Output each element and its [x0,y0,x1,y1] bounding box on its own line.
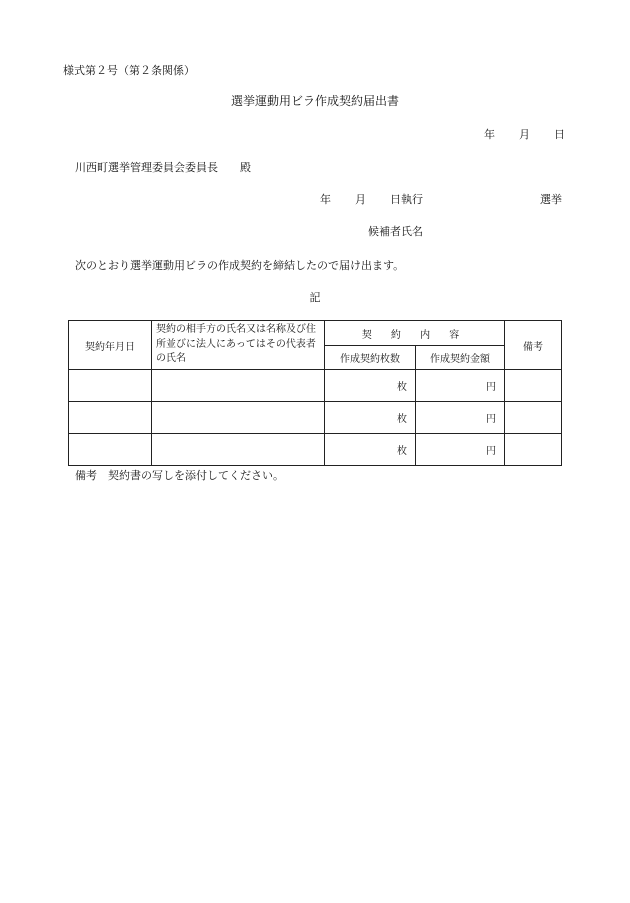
cell-remarks [505,370,562,402]
addressee-honorific: 殿 [240,161,251,174]
cell-partner [152,434,325,466]
cell-partner [152,402,325,434]
cell-contract-date [69,434,152,466]
election-label: 選挙 [540,193,562,206]
election-month-label: 月 [355,193,366,206]
cell-amount: 円 [416,402,505,434]
table-row [69,434,562,466]
contract-table [68,320,562,466]
remarks-note: 備考 契約書の写しを添付してください。 [75,469,284,482]
date-year-label: 年 [484,128,495,141]
body-text: 次のとおり選挙運動用ビラの作成契約を締結したので届け出ます。 [75,259,405,272]
cell-count: 枚 [325,402,416,434]
date-day-label: 日 [554,128,565,141]
cell-remarks [505,434,562,466]
header-partner: 契約の相手方の氏名又は名称及び住所並びに法人にあってはその代表者の氏名 [152,321,325,370]
header-contract-date: 契約年月日 [69,321,152,370]
cell-contract-date [69,370,152,402]
cell-count: 枚 [325,370,416,402]
cell-remarks [505,402,562,434]
candidate-name-label: 候補者氏名 [368,225,423,238]
header-contract-content [325,321,505,346]
election-line [320,193,568,206]
header-count: 作成契約枚数 [325,346,416,370]
form-number: 様式第２号（第２条関係） [63,64,195,77]
election-day-exec-label: 日執行 [390,193,423,206]
header-contract-content-text: 契 約 内 容 [361,329,468,341]
addressee-line [75,161,251,174]
submission-date-line [484,128,565,141]
ki-heading: 記 [309,291,321,304]
table-row [69,402,562,434]
header-amount: 作成契約金額 [416,346,505,370]
election-year-label: 年 [320,193,331,206]
table-row [69,370,562,402]
cell-partner [152,370,325,402]
addressee-name: 川西町選挙管理委員会委員長 [75,161,218,174]
cell-contract-date [69,402,152,434]
cell-amount: 円 [416,434,505,466]
cell-count: 枚 [325,434,416,466]
document-title: 選挙運動用ビラ作成契約届出書 [230,94,399,108]
cell-amount: 円 [416,370,505,402]
table-header-row [69,321,562,346]
header-remarks: 備考 [505,321,562,370]
date-month-label: 月 [519,128,530,141]
